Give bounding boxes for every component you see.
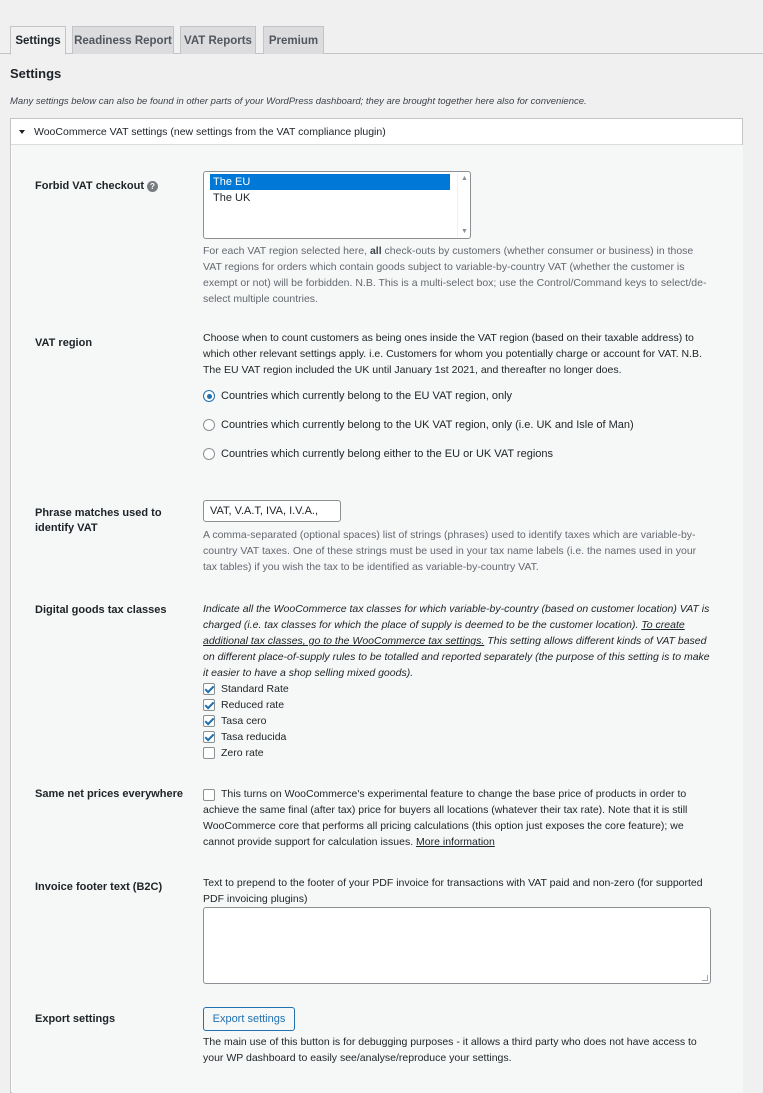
scroll-down-icon[interactable]: ▼ — [461, 228, 468, 235]
forbid-vat-checkout-description — [203, 243, 713, 307]
phrase-matches-description: A comma-separated (optional spaces) list of strings (phrases) used to identify taxes which are variable-by-country VAT taxes. One of these strings must be used in your tax name labels (i.e. the names used in your tax tables) if you wish the tax to be identified as variable-by-country VAT. — [203, 529, 697, 573]
multiselect-option-uk[interactable]: The UK — [213, 192, 251, 204]
digital-goods-desc-part-1: Indicate all the WooCommerce tax classes for which variable-by-country (based on customer location) VAT is charged (i.e. tax classes for which the place of supply is deemed to be the customer location). — [203, 603, 710, 631]
tax-settings-link[interactable]: To create additional tax classes, go to the WooCommerce tax settings. — [203, 619, 685, 647]
tax-class-zero-rate[interactable] — [203, 747, 264, 759]
radio-button[interactable] — [203, 419, 215, 431]
tab-vat-reports[interactable]: VAT Reports — [180, 26, 256, 54]
invoice-footer-label: Invoice footer text (B2C) — [35, 881, 163, 893]
radio-uk-only[interactable] — [203, 419, 634, 431]
forbid-desc-bold: all — [369, 245, 382, 257]
panel-header[interactable] — [11, 119, 742, 145]
phrase-matches-label-line-2: identify VAT — [35, 522, 98, 534]
export-settings-label: Export settings — [35, 1013, 116, 1025]
tax-class-label: Zero rate — [221, 747, 264, 759]
nav-tabs — [0, 0, 763, 54]
digital-goods-description — [203, 601, 713, 681]
tab-readiness-report[interactable]: Readiness Report — [72, 26, 174, 54]
phrase-matches-label-line-1: Phrase matches used to — [35, 507, 162, 519]
vat-region-multiselect[interactable] — [203, 171, 471, 239]
same-net-prices-desc-text: This turns on WooCommerce's experimental feature to change the base price of products in order to achieve the same final (after tax) price for buyers all locations (whatever their tax rate). Note that it is still WooCommerce core that performs all pricing calculations (this option just exposes the core feature); we cannot provide support for calculation issues. — [203, 788, 688, 848]
forbid-vat-checkout-label — [35, 179, 158, 194]
digital-goods-label: Digital goods tax classes — [35, 604, 167, 616]
tax-class-tasa-cero[interactable] — [203, 715, 267, 727]
page-title: Settings — [10, 66, 62, 81]
radio-uk-only-label: Countries which currently belong to the UK VAT region, only (i.e. UK and Isle of Man) — [221, 419, 634, 431]
radio-button[interactable] — [203, 448, 215, 460]
checkbox[interactable] — [203, 715, 215, 727]
multiselect-option-eu[interactable]: The EU — [210, 174, 450, 190]
checkbox[interactable] — [203, 747, 215, 759]
tab-settings[interactable]: Settings — [10, 26, 66, 55]
resize-grip-icon[interactable] — [702, 975, 708, 981]
same-net-prices-label: Same net prices everywhere — [35, 788, 183, 800]
checkbox[interactable] — [203, 731, 215, 743]
forbid-desc-part-1: For each VAT region selected here, — [203, 245, 370, 257]
forbid-vat-checkout-label-text: Forbid VAT checkout — [35, 180, 144, 192]
radio-eu-only-label: Countries which currently belong to the EU VAT region, only — [221, 390, 513, 402]
tax-class-label: Standard Rate — [221, 683, 289, 695]
phrase-matches-input[interactable] — [203, 500, 341, 522]
phrase-matches-label — [35, 506, 162, 536]
tax-class-reduced-rate[interactable] — [203, 699, 284, 711]
tax-class-label: Tasa cero — [221, 715, 267, 727]
checkbox[interactable] — [203, 683, 215, 695]
question-circle-icon[interactable]: ? — [147, 181, 158, 192]
same-net-prices-description — [203, 786, 713, 850]
tax-class-standard-rate[interactable] — [203, 683, 289, 695]
export-settings-description: The main use of this button is for debugging purposes - it allows a third party who does not have access to your WP dashboard to easily see/analyse/reproduce your settings. — [203, 1036, 697, 1064]
tab-premium[interactable]: Premium — [263, 26, 324, 54]
radio-eu-or-uk-label: Countries which currently belong either to the EU or UK VAT regions — [221, 448, 553, 460]
intro-text: Many settings below can also be found in other parts of your WordPress dashboard; they are brought together here also for convenience. — [10, 96, 587, 107]
panel-title: WooCommerce VAT settings (new settings from the VAT compliance plugin) — [34, 125, 386, 138]
digital-goods-desc-part-2: This setting allows different kinds of VAT based on different place-of-supply rules to be totalled and reported separately (the purpose of this setting is to make it easier to have a shop selling mixed goods). — [203, 635, 710, 679]
invoice-footer-textarea[interactable] — [203, 907, 711, 984]
tax-class-label: Tasa reducida — [221, 731, 287, 743]
more-information-link[interactable]: More information — [416, 836, 495, 848]
scroll-up-icon[interactable]: ▲ — [461, 175, 468, 182]
radio-button[interactable] — [203, 390, 215, 402]
invoice-footer-description: Text to prepend to the footer of your PDF invoice for transactions with VAT paid and non-zero (for supported PDF invoicing plugins) — [203, 877, 703, 905]
export-settings-button[interactable]: Export settings — [203, 1007, 295, 1031]
vat-region-label: VAT region — [35, 337, 93, 349]
checkbox[interactable] — [203, 699, 215, 711]
tax-class-tasa-reducida[interactable] — [203, 731, 286, 743]
radio-eu-or-uk[interactable] — [203, 448, 553, 460]
tax-class-label: Reduced rate — [221, 699, 285, 711]
forbid-desc-part-2: check-outs by customers (whether consumer or business) in those VAT regions for orders which contain goods subject to variable-by-country VAT (whether the customer is exempt or not) will be forbidden. N.B. This is a multi-select box; use the Control/Command keys to select/de-select multiple countries. — [203, 245, 707, 305]
vat-region-description: Choose when to count customers as being ones inside the VAT region (based on their taxable address) to which other relevant settings apply. i.e. Customers for whom you potentially charge or account for VAT. N.B. The EU VAT region included the UK until January 1st 2021, and thereafter no longer does. — [203, 332, 702, 376]
multiselect-scrollbar[interactable] — [457, 173, 469, 237]
radio-eu-only[interactable] — [203, 390, 512, 402]
collapse-arrow-icon[interactable] — [19, 130, 25, 134]
